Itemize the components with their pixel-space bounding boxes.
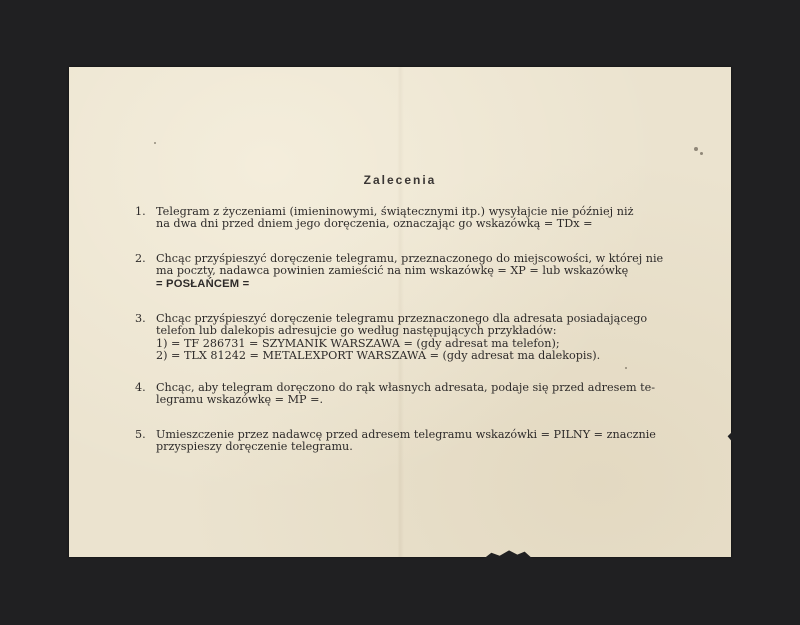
recommendation-item-5 — [135, 429, 695, 454]
item-line: przyspieszy doręczenie telegramu. — [156, 440, 353, 454]
recommendation-item-3 — [135, 313, 695, 363]
item-line: ma poczty, nadawca powinien zamieścić na nim wskazówkę = XP = lub wskazówkę — [156, 264, 629, 278]
item-line: Telegram z życzeniami (imieninowymi, świątecznymi itp.) wysyłajcie nie później niż — [156, 205, 634, 218]
recommendation-item-4 — [135, 382, 695, 407]
item-text — [156, 429, 695, 454]
recommendation-item-1 — [135, 206, 695, 231]
item-line: 1) = TF 286731 = SZYMANIK WARSZAWA = (gdy adresat ma telefon); — [156, 336, 560, 350]
item-line: Chcąc przyśpieszyć doręczenie telegramu przeznaczonego dla adresata posiadającego — [156, 312, 648, 325]
item-line: na dwa dni przed dniem jego doręczenia, oznaczając go wskazówką = TDx = — [156, 217, 593, 231]
item-number: 1. — [135, 205, 146, 218]
item-text — [156, 253, 695, 290]
item-number: 5. — [135, 428, 146, 441]
telegram-form-back-page — [69, 67, 731, 557]
item-line: 2) = TLX 81242 = METALEXPORT WARSZAWA = (gdy adresat ma dalekopis). — [156, 349, 601, 363]
item-line: Chcąc przyśpieszyć doręczenie telegramu, przeznaczonego do miejscowości, w której nie — [156, 252, 664, 265]
recommendation-item-2 — [135, 253, 695, 290]
item-number: 2. — [135, 252, 146, 265]
ink-speck — [625, 367, 627, 369]
item-line: Chcąc, aby telegram doręczono do rąk własnych adresata, podaje się przed adresem te- — [156, 381, 656, 394]
item-line: = POSŁAŃCEM = — [156, 277, 250, 290]
item-number: 3. — [135, 312, 146, 325]
item-text — [156, 382, 695, 407]
item-line: Umieszczenie przez nadawcę przed adresem telegramu wskazówki = PILNY = znacznie — [156, 428, 656, 441]
item-text — [156, 206, 695, 231]
ink-speck — [694, 147, 698, 151]
item-line: legramu wskazówkę = MP =. — [156, 393, 324, 407]
ink-speck — [700, 152, 703, 155]
item-number: 4. — [135, 381, 146, 394]
item-line: telefon lub dalekopis adresujcie go według następujących przykładów: — [156, 324, 557, 338]
ink-speck — [154, 142, 156, 144]
page-heading: Zalecenia — [363, 173, 437, 187]
item-text — [156, 313, 695, 363]
page-content — [69, 67, 731, 557]
